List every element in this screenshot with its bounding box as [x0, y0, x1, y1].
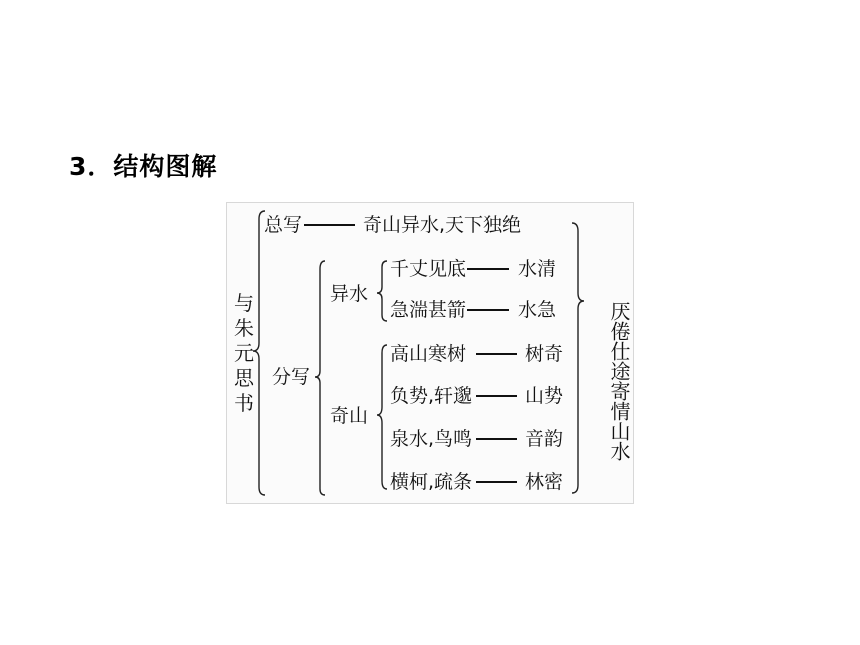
mountain-item-right: 林密	[525, 471, 564, 493]
detail-brace	[315, 261, 325, 495]
mountain-label: 奇山	[330, 405, 369, 427]
mountain-item-left: 泉水,鸟鸣	[390, 428, 473, 450]
mountain-item-right: 音韵	[525, 428, 564, 450]
detail-label: 分写	[272, 366, 311, 388]
structure-diagram	[226, 202, 634, 504]
water-item-right: 水清	[518, 258, 557, 280]
mountain-item-left: 高山寒树	[390, 343, 467, 365]
overview-content: 奇山异水,天下独绝	[363, 214, 522, 236]
water-label: 异水	[330, 283, 369, 305]
water-item-left: 急湍甚箭	[390, 299, 467, 321]
water-item-right: 水急	[518, 299, 557, 321]
root-title: 与 朱 元 思 书	[234, 291, 254, 415]
mountain-item-left: 负势,轩邈	[390, 385, 473, 407]
mountain-item-right: 树奇	[525, 343, 564, 365]
water-brace	[377, 261, 387, 321]
mountain-brace	[377, 345, 387, 489]
water-item-left: 千丈见底	[390, 258, 467, 280]
mountain-item-right: 山势	[525, 385, 564, 407]
theme-brace	[572, 223, 584, 493]
mountain-item-left: 横柯,疏条	[390, 471, 473, 493]
theme-text: 厌倦仕途寄情山水	[607, 301, 631, 461]
section-heading: 3．结构图解	[69, 152, 218, 181]
overview-label: 总写	[264, 214, 303, 236]
